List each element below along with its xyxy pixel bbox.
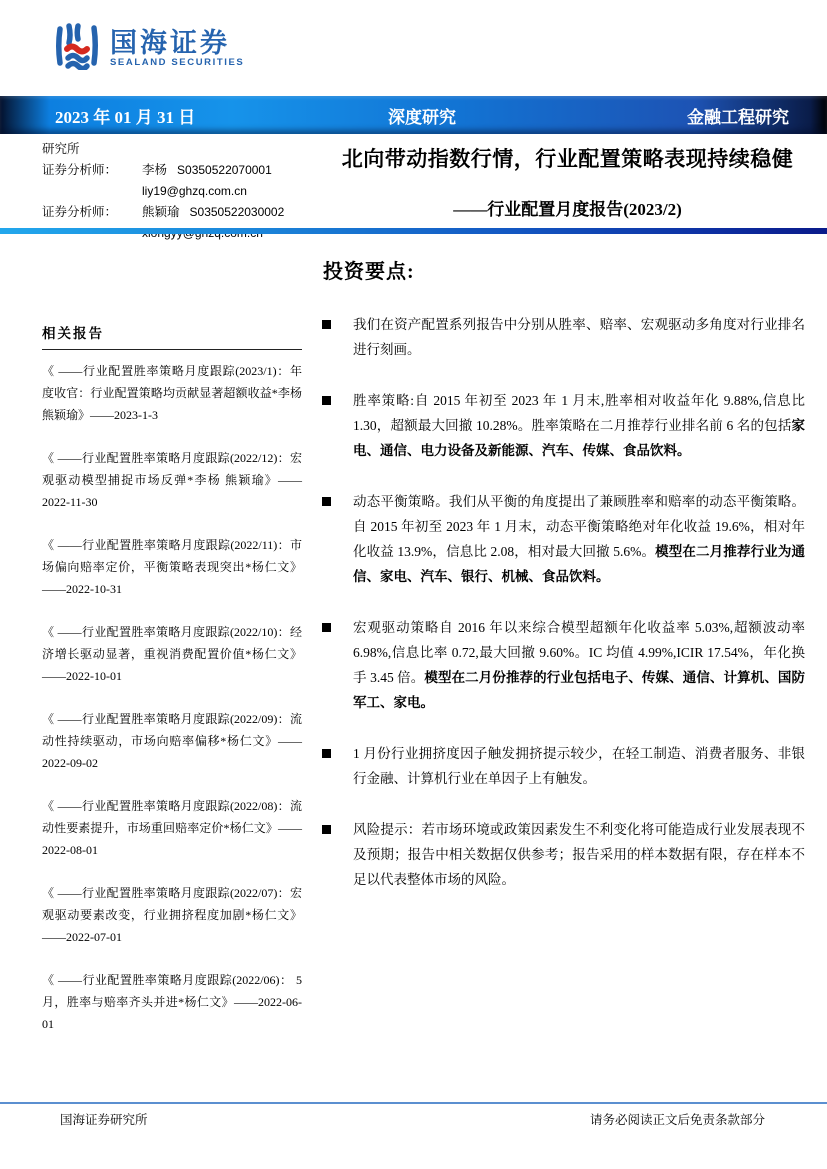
bullet-square-icon [322,320,331,329]
sealand-logo-icon [54,22,100,75]
footer-institute: 国海证券研究所 [60,1113,148,1127]
related-report-item: 《 ——行业配置胜率策略月度跟踪(2022/07)：宏观驱动要素改变，行业拥挤程度加剧*杨仁文》——2022-07-01 [42,886,302,944]
highlights-list [322,312,805,918]
analyst1-email[interactable]: liy19@ghzq.com.cn [142,184,247,198]
highlight-bullet [322,817,805,892]
bullet-square-icon [322,749,331,758]
related-report-item: 《 ——行业配置胜率策略月度跟踪(2022/10)：经济增长驱动显著，重视消费配置价值*杨仁文》——2022-10-01 [42,625,302,683]
bullet-text: 动态平衡策略。我们从平衡的角度提出了兼顾胜率和赔率的动态平衡策略。自 2015 年初至 2023 年 1 月末，动态平衡策略绝对年化收益 19.6%，相对年化收益 13.9%，信息比 2.08，相对最大回撤 5.6%。 [353,494,805,559]
related-report-item: 《 ——行业配置胜率策略月度跟踪(2022/12)：宏观驱动模型捕捉市场反弹*李杨 熊颖瑜》——2022-11-30 [42,451,302,509]
analyst2-label: 证券分析师： [42,205,118,219]
brand-logo [54,22,244,75]
highlight-bullet [322,312,805,362]
bullet-square-icon [322,497,331,506]
related-report-item: 《 ——行业配置胜率策略月度跟踪(2022/08)：流动性要素提升，市场重回赔率定价*杨仁文》——2022-08-01 [42,799,302,857]
gradient-divider [0,228,827,234]
footer [0,1110,827,1128]
bullet-text: 胜率策略:自 2015 年初至 2023 年 1 月末,胜率相对收益年化 9.88%,信息比 1.30，超额最大回撤 10.28%。胜率策略在二月推荐行业排名前 6 名的包括 [353,393,805,433]
related-report-item: 《 ——行业配置胜率策略月度跟踪(2022/06)： 5月，胜率与赔率齐头并进*杨仁文》——2022-06-01 [42,973,302,1031]
related-report-item: 《 ——行业配置胜率策略月度跟踪(2022/09)：流动性持续驱动，市场向赔率偏移*杨仁文》——2022-09-02 [42,712,302,770]
header-banner [0,96,827,134]
bullet-text: 风险提示：若市场环境或政策因素发生不利变化将可能造成行业发展表现不及预期；报告中相关数据仅供参考；报告采用的样本数据有限，存在样本不足以代表整体市场的风险。 [353,822,805,887]
related-reports-panel [42,322,302,1056]
bullet-square-icon [322,825,331,834]
bullet-square-icon [322,623,331,632]
analyst2-id: S0350522030002 [189,205,285,219]
related-reports-list [42,360,302,1035]
analyst1-name: 李杨 [142,163,168,177]
bullet-text-bold: 家电、通信、电力设备及新能源、汽车、传媒、食品饮料。 [353,418,805,458]
analyst2-name: 熊颖瑜 [142,205,180,219]
bullet-text-bold: 模型在二月推荐行业为通信、家电、汽车、银行、机械、食品饮料。 [353,544,805,584]
bullet-text: 我们在资产配置系列报告中分别从胜率、赔率、宏观驱动多角度对行业排名进行刻画。 [353,317,805,357]
highlight-bullet [322,388,805,463]
institute-label: 研究所 [42,142,80,156]
bullet-text-bold: 模型在二月份推荐的行业包括电子、传媒、通信、计算机、国防军工、家电。 [353,670,806,710]
analyst1-id: S0350522070001 [177,163,272,177]
report-title: 北向带动指数行情，行业配置策略表现持续稳健 [341,147,794,171]
report-type: 深度研究 [388,107,456,127]
highlight-bullet [322,741,805,791]
brand-name-cn: 国海证券 [110,27,230,58]
bullet-square-icon [322,396,331,405]
report-subtitle: ——行业配置月度报告(2023/2) [453,200,682,220]
footer-disclaimer: 请务必阅读正文后免责条款部分 [589,1113,765,1127]
related-report-item: 《 ——行业配置胜率策略月度跟踪(2022/11)：市场偏向赔率定价，平衡策略表现突出*杨仁文》——2022-10-31 [42,538,302,596]
report-date: 2023 年 01 月 31 日 [55,107,196,127]
highlights-heading: 投资要点: [323,261,415,283]
related-reports-heading: 相关报告 [42,322,302,350]
bullet-text: 1 月份行业拥挤度因子触发拥挤提示较少，在轻工制造、消费者服务、非银行金融、计算机行业在单因子上有触发。 [353,746,805,786]
highlight-bullet [322,615,805,715]
highlight-bullet [322,489,805,589]
footer-divider [0,1102,827,1104]
related-report-item: 《 ——行业配置胜率策略月度跟踪(2023/1)：年度收官：行业配置策略均贡献显著超额收益*李杨 熊颖瑜》——2023-1-3 [42,364,302,422]
report-category: 金融工程研究 [687,107,789,127]
analyst1-label: 证券分析师： [42,163,118,177]
title-block [315,146,820,220]
brand-name-en: SEALAND SECURITIES [110,57,245,69]
bullet-text: 宏观驱动策略自 2016 年以来综合模型超额年化收益率 5.03%,超额波动率 6.98%,信息比率 0.72,最大回撤 9.60%。IC 均值 4.99%,ICIR 17.54%，年化换手 3.45 倍。 [353,620,805,685]
